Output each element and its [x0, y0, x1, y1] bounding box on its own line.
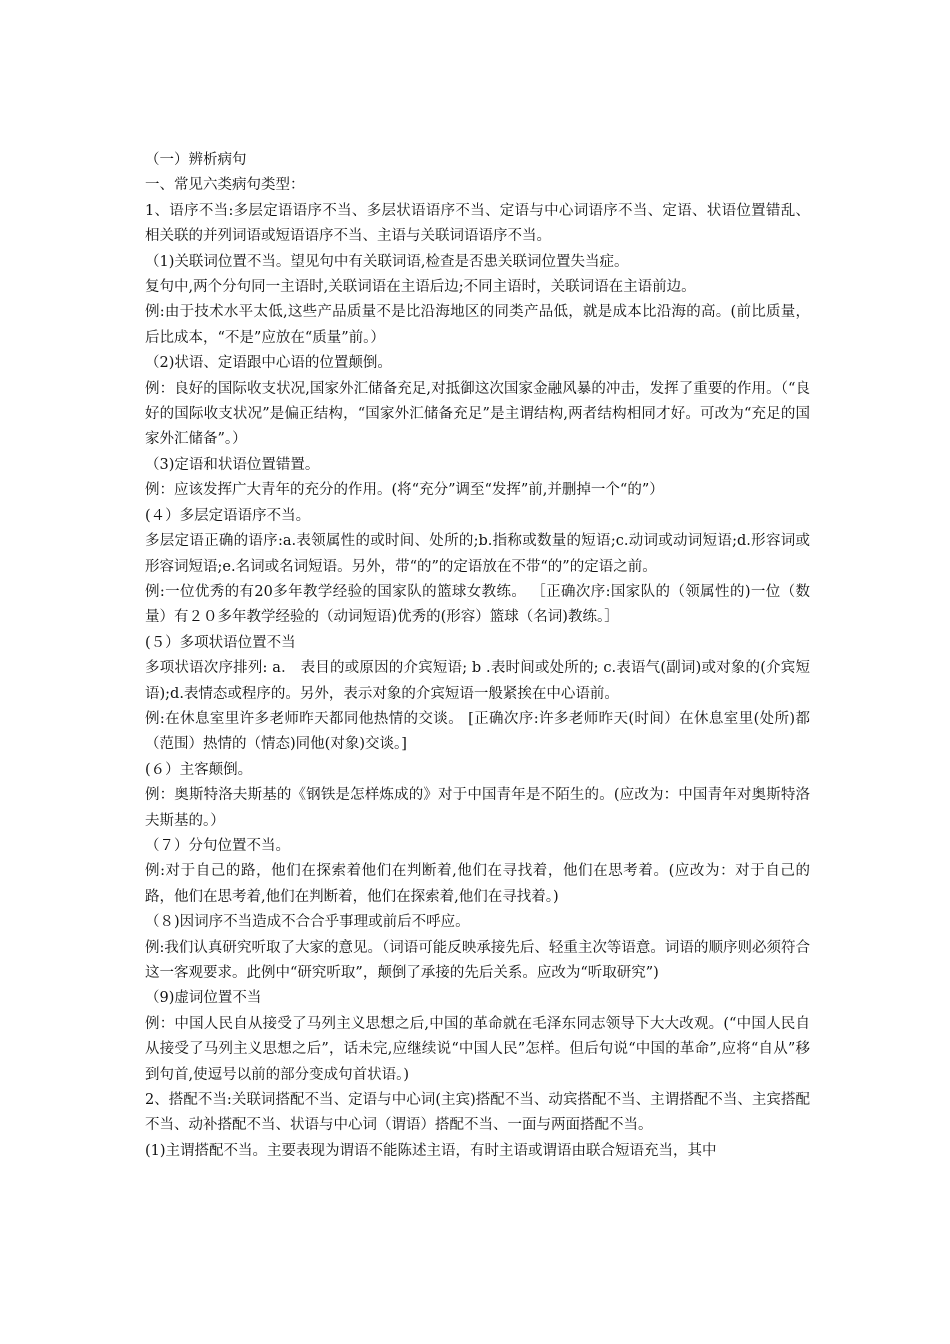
subsection-heading: 一、常见六类病句类型： [145, 177, 305, 194]
paragraph: 多层定语正确的语序:a.表领属性的或时间、处所的;b.指称或数量的短语;c.动词或动词短语;d.形容词或形容词短语;e.名词或名词短语。另外，带“的”的定语放在不带“的”的定语之前。 [145, 533, 810, 575]
paragraph: （1)关联词位置不当。望见句中有关联词语,检查是否患关联词位置失当症。 [145, 253, 629, 270]
paragraph: 例:一位优秀的有20多年教学经验的国家队的篮球女教练。 ［正确次序:国家队的（领属性的)一位（数量）有２０多年教学经验的（动词短语)优秀的(形容）篮球（名词)教练。］ [145, 583, 810, 626]
paragraph: （８)因词序不当造成不合合乎事理或前后不呼应。 [145, 914, 470, 931]
paragraph: 例：良好的国际收支状况,国家外汇储备充足,对抵御这次国家金融风暴的冲击，发挥了重要的作用。（“良好的国际收支状况”是偏正结构，“国家外汇储备充足”是主谓结构,两者结构相同才好。可改为“充足的国家外汇储备”。） [145, 380, 810, 448]
paragraph: (４）多层定语语序不当。 [145, 507, 311, 524]
paragraph: 例：中国人民自从接受了马列主义思想之后,中国的革命就在毛泽东同志领导下大大改观。(“中国人民自从接受了马列主义思想之后”，话未完,应继续说“中国人民”怎样。但后句说“中国的革命”,应将“自从”移到句首,使逗号以前的部分变成句首状语。) [145, 1015, 810, 1083]
document-body [145, 148, 810, 1164]
paragraph: 例：奥斯特洛夫斯基的《钢铁是怎样炼成的》对于中国青年是不陌生的。(应改为：中国青年对奥斯特洛夫斯基的。） [145, 787, 810, 829]
paragraph: (1)主谓搭配不当。主要表现为谓语不能陈述主语，有时主语或谓语由联合短语充当，其中 [145, 1142, 717, 1159]
paragraph: （７）分句位置不当。 [145, 837, 290, 854]
paragraph: (５）多项状语位置不当 [145, 634, 296, 651]
paragraph: （9)虚词位置不当 [145, 990, 262, 1007]
paragraph: （3)定语和状语位置错置。 [145, 456, 320, 473]
paragraph: 例:对于自己的路，他们在探索着他们在判断着,他们在寻找着，他们在思考着。(应改为：对于自己的路，他们在思考着,他们在判断着，他们在探索着,他们在寻找着。) [145, 863, 810, 905]
paragraph: 例:我们认真研究听取了大家的意见。（词语可能反映承接先后、轻重主次等语意。词语的顺序则必须符合这一客观要求。此例中“研究听取”，颠倒了承接的先后关系。应改为“听取研究”) [145, 939, 810, 981]
paragraph: 例：应该发挥广大青年的充分的作用。(将“充分”调至“发挥”前,并删掉一个“的”） [145, 482, 664, 499]
paragraph: 2、搭配不当:关联词搭配不当、定语与中心词(主宾)搭配不当、动宾搭配不当、主谓搭配不当、主宾搭配不当、动补搭配不当、状语与中心词（谓语）搭配不当、一面与两面搭配不当。 [145, 1092, 810, 1134]
section-heading: （一）辨析病句 [145, 152, 247, 168]
paragraph: 1、语序不当:多层定语语序不当、多层状语语序不当、定语与中心词语序不当、定语、状语位置错乱、相关联的并列词语或短语语序不当、主语与关联词语语序不当。 [145, 202, 810, 245]
paragraph: 多项状语次序排列: a． 表目的或原因的介宾短语; b .表时间或处所的; c.表语气(副词)或对象的(介宾短语);d.表情态或程序的。另外，表示对象的介宾短语一般紧挨在中心语前。 [145, 660, 810, 702]
paragraph: （2)状语、定语跟中心语的位置颠倒。 [145, 355, 392, 372]
paragraph: 复句中,两个分句同一主语时,关联词语在主语后边;不同主语时，关联词语在主语前边。 [145, 279, 696, 296]
paragraph: 例:在休息室里许多老师昨天都同他热情的交谈。 [正确次序:许多老师昨天(时间）在休息室里(处所)都（范围）热情的（情态)同他(对象)交谈。] [145, 710, 810, 753]
paragraph: 例:由于技术水平太低,这些产品质量不是比沿海地区的同类产品低，就是成本比沿海的高。(前比质量，后比成本，“不是”应放在“质量”前。） [145, 304, 810, 346]
paragraph: (６）主客颠倒。 [145, 761, 253, 778]
